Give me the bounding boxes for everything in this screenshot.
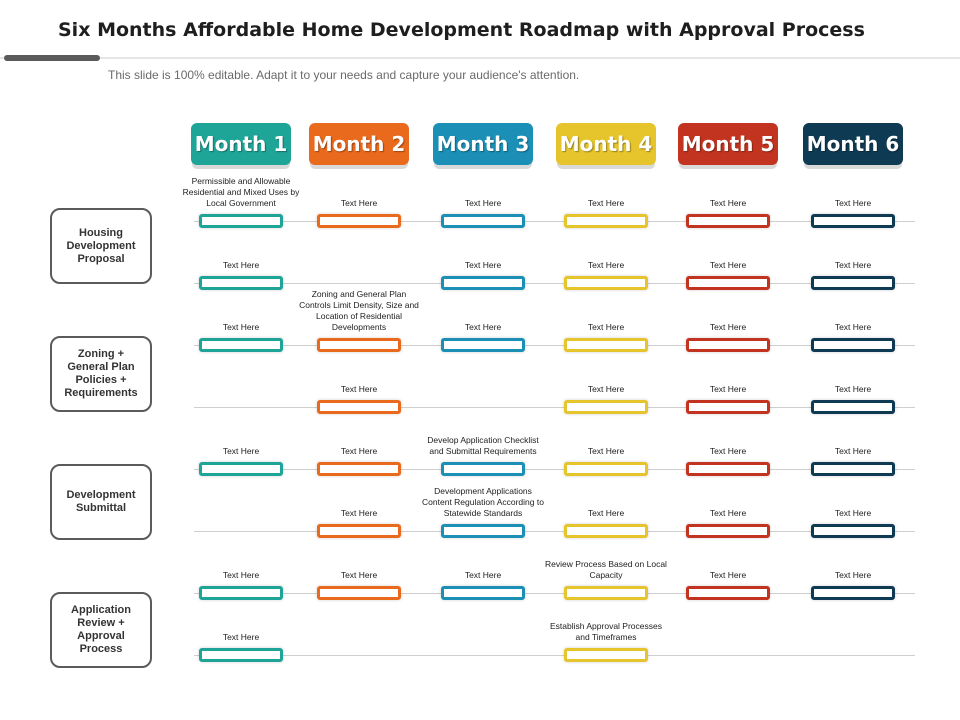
row-line (194, 221, 915, 222)
task-bar (686, 462, 770, 476)
category-box-4: Application Review + Approval Process (50, 592, 152, 668)
task-label: Text Here (222, 632, 260, 642)
page-subtitle: This slide is 100% editable. Adapt it to your needs and capture your audience's attention. (108, 68, 580, 82)
task-label: Text Here (222, 446, 260, 456)
category-box-1: Housing Development Proposal (50, 208, 152, 284)
header-divider (0, 57, 960, 59)
task-bar (317, 462, 401, 476)
task-bar (199, 276, 283, 290)
task-label: Text Here (709, 446, 747, 456)
task-bar (811, 586, 895, 600)
task-bar (811, 400, 895, 414)
task-bar (686, 586, 770, 600)
task-bar (564, 586, 648, 600)
task-label: Text Here (709, 198, 747, 208)
task-label: Text Here (587, 446, 625, 456)
task-label: Text Here (834, 198, 872, 208)
task-label: Text Here (464, 198, 502, 208)
task-bar (811, 276, 895, 290)
row-line (194, 407, 915, 408)
task-label: Text Here (834, 446, 872, 456)
task-bar (199, 214, 283, 228)
task-bar (441, 338, 525, 352)
task-label: Text Here (222, 570, 260, 580)
task-bar (441, 214, 525, 228)
category-box-3: Development Submittal (50, 464, 152, 540)
month-header-1: Month 1 (191, 123, 291, 165)
category-box-2: Zoning + General Plan Policies + Requirements (50, 336, 152, 412)
task-bar (811, 462, 895, 476)
task-label: Text Here (834, 322, 872, 332)
row-line (194, 593, 915, 594)
task-bar (564, 648, 648, 662)
task-bar (317, 400, 401, 414)
task-bar (811, 524, 895, 538)
task-label: Text Here (587, 508, 625, 518)
task-label: Review Process Based on Local Capacity (545, 559, 667, 580)
task-label: Text Here (340, 508, 378, 518)
task-label: Development Applications Content Regulation According to Statewide Standards (422, 486, 544, 518)
task-label: Text Here (834, 570, 872, 580)
task-bar (317, 586, 401, 600)
task-bar (686, 338, 770, 352)
task-label: Text Here (587, 384, 625, 394)
task-label: Text Here (709, 384, 747, 394)
task-label: Text Here (709, 260, 747, 270)
header-accent-bar (4, 55, 100, 61)
row-line (194, 283, 915, 284)
page-title: Six Months Affordable Home Development Roadmap with Approval Process (58, 19, 865, 41)
month-header-3: Month 3 (433, 123, 533, 165)
task-label: Text Here (587, 198, 625, 208)
task-label: Text Here (834, 384, 872, 394)
month-header-2: Month 2 (309, 123, 409, 165)
task-bar (199, 462, 283, 476)
task-label: Text Here (340, 570, 378, 580)
task-bar (686, 524, 770, 538)
task-label: Develop Application Checklist and Submittal Requirements (427, 435, 539, 456)
month-header-4: Month 4 (556, 123, 656, 165)
task-label: Text Here (340, 198, 378, 208)
task-bar (441, 462, 525, 476)
task-label: Text Here (464, 570, 502, 580)
task-bar (317, 524, 401, 538)
task-label: Text Here (464, 260, 502, 270)
task-label: Text Here (709, 570, 747, 580)
task-bar (441, 276, 525, 290)
task-label: Text Here (709, 508, 747, 518)
task-label: Permissible and Allowable Residential and Mixed Uses by Local Government (182, 176, 300, 208)
task-label: Text Here (464, 322, 502, 332)
month-header-5: Month 5 (678, 123, 778, 165)
task-bar (811, 214, 895, 228)
task-bar (441, 524, 525, 538)
task-label: Text Here (340, 446, 378, 456)
task-bar (564, 276, 648, 290)
task-bar (564, 214, 648, 228)
task-bar (564, 338, 648, 352)
task-label: Text Here (222, 322, 260, 332)
task-bar (199, 586, 283, 600)
task-label: Text Here (340, 384, 378, 394)
task-bar (686, 276, 770, 290)
task-bar (199, 338, 283, 352)
task-label: Text Here (834, 260, 872, 270)
task-bar (317, 214, 401, 228)
task-label: Text Here (587, 260, 625, 270)
month-header-6: Month 6 (803, 123, 903, 165)
row-line (194, 345, 915, 346)
row-line (194, 531, 915, 532)
task-label: Text Here (587, 322, 625, 332)
row-line (194, 655, 915, 656)
task-label: Text Here (222, 260, 260, 270)
task-bar (811, 338, 895, 352)
task-label: Zoning and General Plan Controls Limit Density, Size and Location of Residential Developments (299, 289, 419, 332)
task-bar (199, 648, 283, 662)
task-label: Text Here (834, 508, 872, 518)
task-bar (564, 400, 648, 414)
row-line (194, 469, 915, 470)
task-bar (564, 524, 648, 538)
task-bar (564, 462, 648, 476)
task-label: Text Here (709, 322, 747, 332)
task-bar (317, 338, 401, 352)
task-bar (686, 400, 770, 414)
task-bar (441, 586, 525, 600)
task-label: Establish Approval Processes and Timeframes (550, 621, 662, 642)
task-bar (686, 214, 770, 228)
